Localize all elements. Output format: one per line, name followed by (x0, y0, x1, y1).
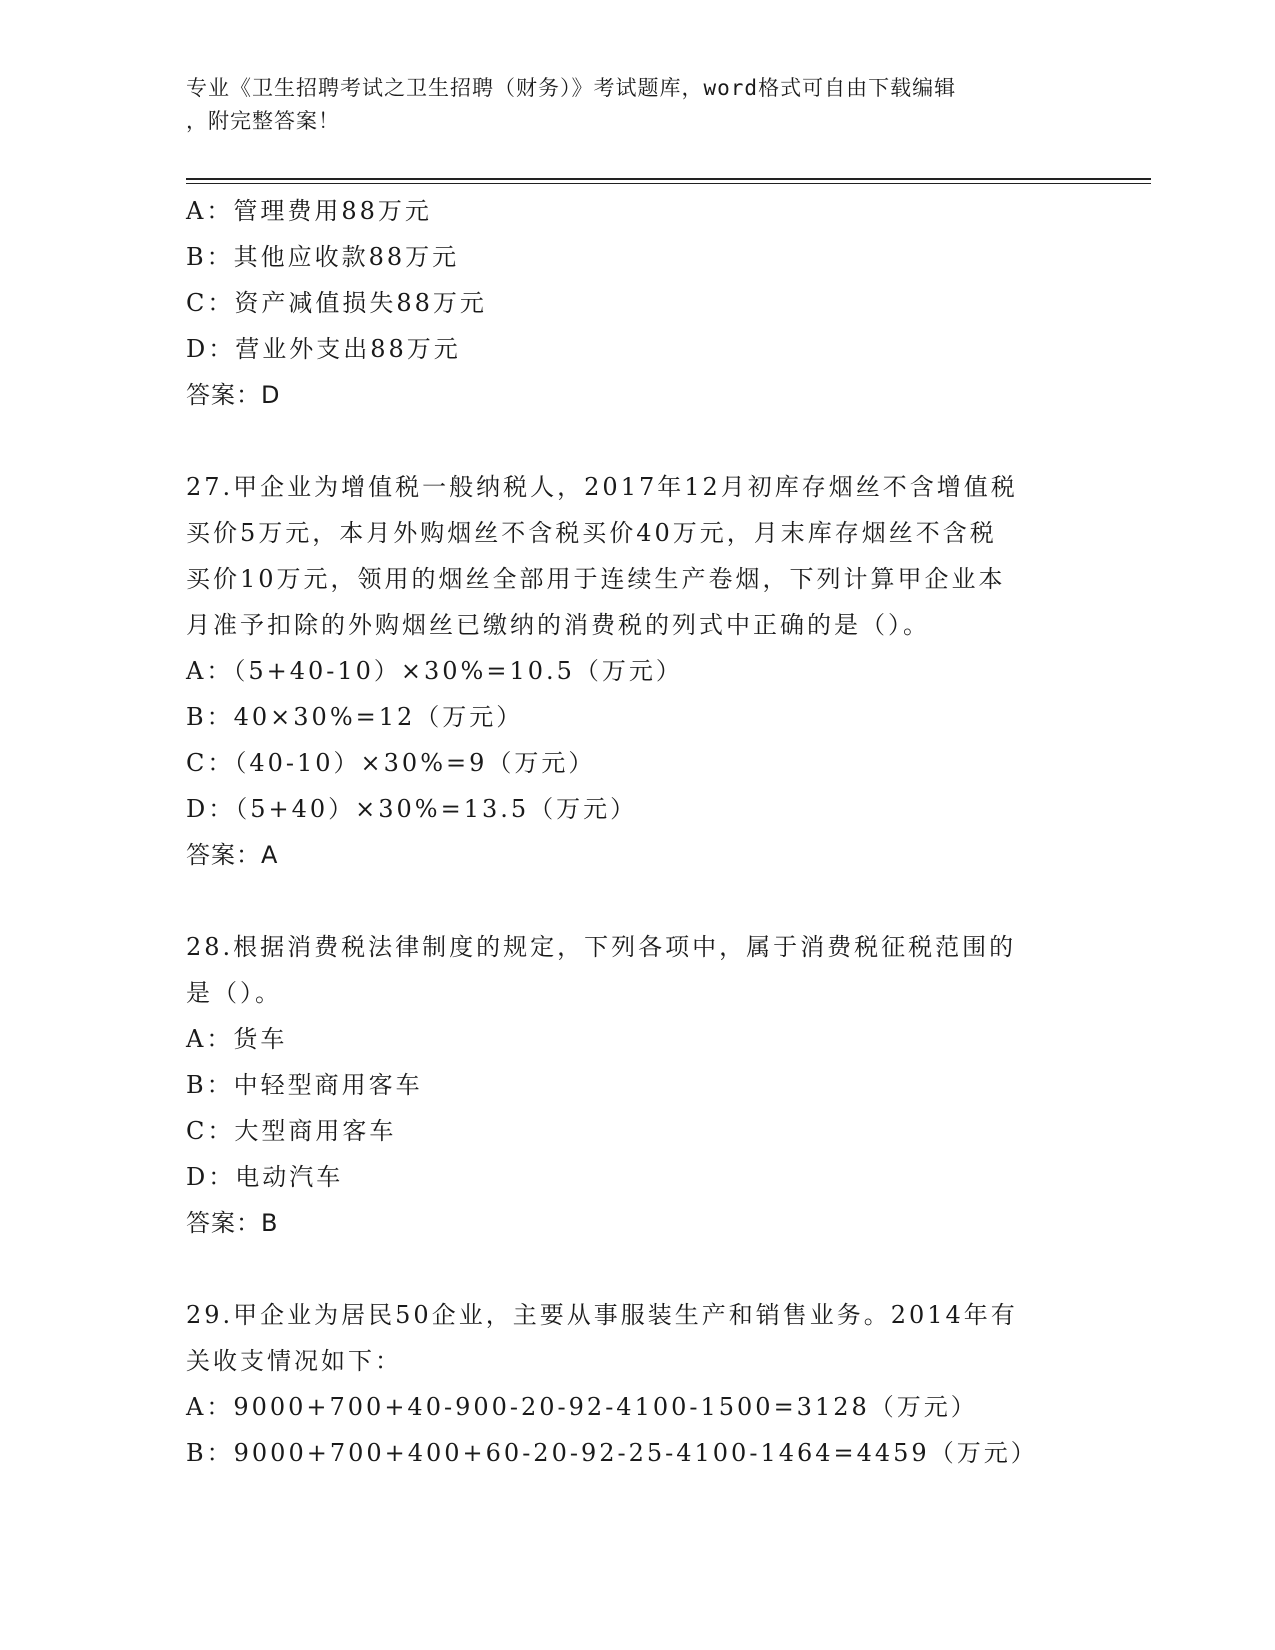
option-b: B：9000+700+400+60-20-92-25-4100-1464=4459（万元） (186, 1439, 1038, 1467)
option-c: C：大型商用客车 (186, 1117, 397, 1145)
question-27 (186, 464, 1086, 878)
option-b: B：其他应收款88万元 (186, 243, 460, 271)
answer: 答案：D (186, 381, 281, 409)
question-text-line: 买价10万元，领用的烟丝全部用于连续生产卷烟，下列计算甲企业本 (186, 565, 1006, 593)
prev-question (186, 188, 1086, 418)
option-b: B：中轻型商用客车 (186, 1071, 423, 1099)
question-text-line: 关收支情况如下： (186, 1347, 402, 1375)
question-content (186, 188, 1086, 1476)
spacer (186, 418, 1086, 464)
option-a: A：管理费用88万元 (186, 197, 432, 225)
question-29 (186, 1292, 1086, 1476)
option-d: D：营业外支出88万元 (186, 335, 461, 363)
question-text-line: 买价5万元，本月外购烟丝不含税买价40万元，月末库存烟丝不含税 (186, 519, 997, 547)
header-divider (186, 178, 1151, 180)
option-d: D：电动汽车 (186, 1163, 344, 1191)
question-text-line: 29.甲企业为居民50企业，主要从事服装生产和销售业务。2014年有 (186, 1301, 1018, 1329)
answer: 答案：A (186, 841, 279, 869)
header-line-1: 专业《卫生招聘考试之卫生招聘（财务）》考试题库，word格式可自由下载编辑 (186, 76, 957, 100)
option-a: A：货车 (186, 1025, 288, 1053)
spacer (186, 878, 1086, 924)
option-c: C：资产减值损失88万元 (186, 289, 487, 317)
option-b: B：40×30%=12（万元） (186, 703, 524, 731)
option-c: C：（40-10）×30%=9（万元） (186, 749, 596, 777)
spacer (186, 1246, 1086, 1292)
option-d: D：（5+40）×30%=13.5（万元） (186, 795, 638, 823)
answer: 答案：B (186, 1209, 279, 1237)
option-a: A：（5+40-10）×30%=10.5（万元） (186, 657, 683, 685)
header-divider-thin (186, 183, 1151, 184)
question-text-line: 月准予扣除的外购烟丝已缴纳的消费税的列式中正确的是（）。 (186, 611, 930, 639)
option-a: A：9000+700+40-900-20-92-4100-1500=3128（万元） (186, 1393, 978, 1421)
question-28 (186, 924, 1086, 1246)
header-line-2: ，附完整答案！ (186, 109, 340, 133)
question-text-line: 是（）。 (186, 979, 282, 1007)
question-text-line: 28.根据消费税法律制度的规定，下列各项中，属于消费税征税范围的 (186, 933, 1017, 961)
question-text-line: 27.甲企业为增值税一般纳税人，2017年12月初库存烟丝不含增值税 (186, 473, 1018, 501)
document-header (186, 72, 1066, 138)
